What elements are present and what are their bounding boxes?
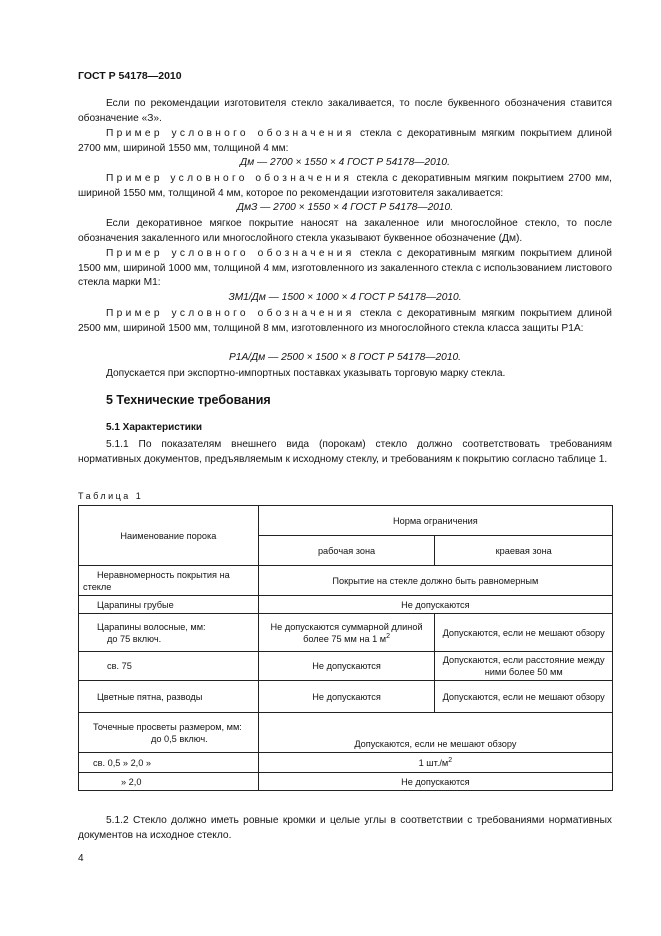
example-1 [78, 127, 612, 156]
cell-edge-zone: Допускаются, если не мешают обзору [435, 614, 613, 652]
defect-range: до 0,5 включ. [151, 733, 208, 744]
cell-work-zone: Не допускаются [258, 681, 435, 713]
cell-defect-name: Неравномерность покрытия на стекле [79, 566, 259, 596]
example-3 [78, 247, 612, 291]
formula-4: Р1А/Дм — 2500 × 1500 × 8 ГОСТ Р 54178—2010. [229, 352, 461, 363]
cell-defect-name [79, 614, 259, 652]
cell-defect-name: Царапины грубые [79, 596, 259, 614]
defect-title: Царапины волосные, мм: [97, 621, 206, 632]
table-row [79, 713, 613, 753]
section-5-heading: 5 Технические требования [106, 393, 271, 407]
table-row [79, 753, 613, 773]
cell-edge-zone: Допускаются, если не мешают обзору [435, 681, 613, 713]
header-work-zone: рабочая зона [258, 536, 435, 566]
table-caption: Таблица 1 [78, 491, 144, 501]
table-row [79, 596, 613, 614]
example-4 [78, 307, 612, 336]
cell-defect-name [79, 713, 259, 753]
example-label: Пример условного обозначения [106, 173, 353, 184]
norm-text: 1 шт./м [418, 757, 449, 768]
cell-defect-name: » 2,0 [79, 773, 259, 791]
defect-range: до 75 включ. [107, 633, 162, 644]
header-defect-name: Наименование порока [79, 506, 259, 566]
header-edge-zone: краевая зона [435, 536, 613, 566]
table-row [79, 652, 613, 681]
paragraph-tempering: Если по рекомендации изготовителя стекло закаливается, то после буквенного обозначения ставится обозначение «З». [78, 98, 612, 124]
header-norm: Норма ограничения [258, 506, 612, 536]
table-row [79, 566, 613, 596]
defect-title: Точечные просветы размером, мм: [93, 721, 242, 732]
example-label: Пример условного обозначения [106, 248, 355, 259]
cell-norm: Допускаются, если не мешают обзору [258, 713, 612, 753]
table-row [79, 614, 613, 652]
formula-3: ЗМ1/Дм — 1500 × 1000 × 4 ГОСТ Р 54178—2010. [228, 292, 462, 303]
clause-5-1-1: 5.1.1 По показателям внешнего вида (порокам) стекло должно соответствовать требованиям нормативных документов, предъявляемым к исходному стеклу, и требованиям к покрытию согласно таблице 1. [78, 439, 612, 465]
cell-norm: Не допускаются [258, 596, 612, 614]
formula-1: Дм — 2700 × 1550 × 4 ГОСТ Р 54178—2010. [240, 157, 450, 168]
formula-2: ДмЗ — 2700 × 1550 × 4 ГОСТ Р 54178—2010. [236, 202, 454, 213]
cell-norm: Не допускаются [258, 773, 612, 791]
example-1-text: стекла с декоративным мягким покрытием длиной 2700 мм, шириной 1550 мм, толщиной 4 мм: [78, 128, 612, 154]
cell-defect-name: св. 0,5 » 2,0 » [79, 753, 259, 773]
work-zone-text: Не допускаются суммарной длиной более 75 мм на 1 м [270, 621, 423, 644]
cell-norm: Покрытие на стекле должно быть равномерным [258, 566, 612, 596]
cell-norm: 1 $шт./м^2$ [258, 753, 612, 773]
section-5-1-heading: 5.1 Характеристики [106, 422, 203, 433]
example-2 [78, 172, 612, 201]
paragraph-trademark: Допускается при экспортно-импортных поставках указывать торговую марку стекла. [106, 368, 506, 379]
cell-defect-name: Цветные пятна, разводы [79, 681, 259, 713]
paragraph-laminated: Если декоративное мягкое покрытие наносят на закаленное или многослойное стекло, то после обозначения закаленного или многослойного стекла указывают буквенное обозначение (Дм). [78, 218, 612, 244]
example-label: Пример условного обозначения [106, 308, 355, 319]
cell-defect-name: св. 75 [79, 652, 259, 681]
page-number: 4 [78, 853, 84, 864]
example-3-text: стекла с декоративным мягким покрытием длиной 1500 мм, шириной 1000 мм, толщиной 4 мм, изготовленного из закаленного стекла с использованием листового стекла марки М1: [78, 248, 612, 289]
cell-edge-zone: Допускаются, если расстояние между ними более 50 мм [435, 652, 613, 681]
example-label: Пример условного обозначения [106, 128, 355, 139]
table-row [79, 773, 613, 791]
defects-table [78, 505, 613, 791]
example-2-text: стекла с декоративным мягким покрытием 2700 мм, шириной 1550 мм, толщиной 4 мм, которое по рекомендации изготовителя закаливается: [78, 173, 612, 199]
table-row [79, 681, 613, 713]
clause-5-1-2: 5.1.2 Стекло должно иметь ровные кромки и целые углы в соответствии с требованиями нормативных документов на исходное стекло. [78, 815, 612, 841]
cell-work-zone: Не допускаются [258, 652, 435, 681]
example-4-text: стекла с декоративным мягким покрытием длиной 2500 мм, шириной 1500 мм, толщиной 8 мм, изготовленного из многослойного стекла класса защиты Р1А: [78, 308, 612, 334]
document-header: ГОСТ Р 54178—2010 [78, 70, 182, 82]
cell-work-zone: Не допускаются суммарной длиной более 75 мм на 1 $м^2$ [258, 614, 435, 652]
